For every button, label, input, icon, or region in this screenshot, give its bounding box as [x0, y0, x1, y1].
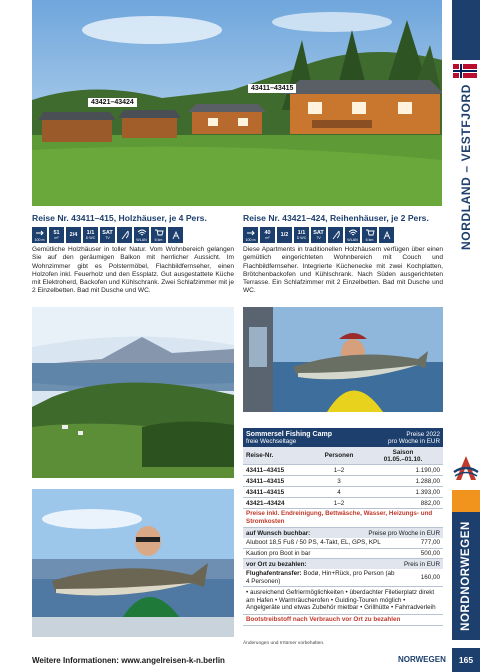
price-year: Preise 2022: [406, 430, 440, 438]
offer-b-description: Diese Apartments in traditionellen Holzhäusern verfügen über einen gemütlich eingerichteten Wohnbereich mit Couch und Flachbildfernseher. Integrierte Küchenecke mit zwei Kochplatten, Brötchenbackofen und Kühlschrank. Nach Süden ausgerichteten Terrasse. Ein Schlafzimmer mit 2 Einzelbetten. Bad mit Dusche und WC.: [243, 246, 443, 295]
offer-b-heading: Reise Nr. 43421–424, Reihenhäuser, je 2 Pers.: [243, 213, 429, 223]
included-note: Preise inkl. Endreinigung, Bettwäsche, Wasser, Heizungs- und Stromkosten: [243, 509, 443, 528]
region-label-top: NORDLAND – VESTFJORD: [459, 83, 473, 251]
boat-row: Aluboot 18,5 Fuß / 50 PS, 4-Takt, EL, GPS, KPL 777,00: [243, 538, 443, 549]
price-cell-persons: 1–2: [315, 465, 363, 476]
houses-photo: [32, 0, 442, 206]
area-icon: 40 m²: [260, 227, 275, 243]
disclaimer: Änderungen und Irrtümer vorbehalten.: [243, 641, 325, 646]
price-cell-persons: 3: [315, 476, 363, 487]
side-band-top: [452, 0, 480, 60]
pets-icon: [168, 227, 183, 243]
offer-a-icon-row: [32, 227, 183, 243]
price-row: [243, 498, 443, 509]
col-season: Saison 01.05.–01.10.: [363, 447, 443, 465]
price-table-title-row: [243, 428, 443, 447]
side-band-accent: [452, 490, 480, 512]
shop-icon: 6 km: [362, 227, 377, 243]
bath-icon: 1/1 D WC: [294, 227, 309, 243]
footer-info: Weitere Informationen: www.angelreisen-k-n.berlin: [32, 656, 225, 665]
price-cell-nr: 43411–43415: [243, 487, 315, 498]
persons-icon: 2/4: [66, 227, 81, 243]
price-cell-price: 1.393,00: [363, 487, 443, 498]
transfer-row: Flughafentransfer: Bodø, Hin+Rück, pro Person (ab 4 Personen) 160,00: [243, 569, 443, 587]
price-cell-price: 1.190,00: [363, 465, 443, 476]
norway-flag-icon: [453, 64, 477, 78]
fisher-photo-right: [243, 307, 443, 412]
footer-country: NORWEGEN: [398, 655, 446, 664]
price-row: [243, 476, 443, 487]
bath-icon: 1/1 D WC: [83, 227, 98, 243]
local-section-head: vor Ort zu bezahlen: Preis in EUR: [243, 559, 443, 569]
price-cell-persons: 4: [315, 487, 363, 498]
price-table: [243, 428, 443, 626]
price-cell-persons: 1–2: [315, 498, 363, 509]
publisher-logo-icon: [452, 454, 480, 484]
pets-icon: [379, 227, 394, 243]
wlan-icon: WLAN: [345, 227, 360, 243]
col-trip-number: Reise-Nr.: [243, 447, 315, 465]
deposit-row: Kaution pro Boot in bar 500,00: [243, 549, 443, 560]
price-cell-price: 882,00: [363, 498, 443, 509]
price-row: [243, 487, 443, 498]
change-days: freie Wechseltage: [246, 437, 297, 445]
sat-tv-icon: SAT TV: [311, 227, 326, 243]
sat-tv-icon: SAT TV: [100, 227, 115, 243]
photo-tag-left: 43421–43424: [88, 98, 137, 107]
wlan-icon: WLAN: [134, 227, 149, 243]
price-unit: pro Woche in EUR: [387, 437, 440, 445]
fisher-photo-left: [32, 489, 234, 637]
area-icon: 51 m²: [49, 227, 64, 243]
col-persons: Personen: [315, 447, 363, 465]
price-cell-nr: 43421–43424: [243, 498, 315, 509]
region-label-bottom: NORDNORWEGEN: [460, 521, 472, 631]
landscape-photo: [32, 307, 234, 478]
boat-distance-icon: 100 m: [243, 227, 258, 243]
fuel-note: Bootstreibstoff nach Verbrauch vor Ort zu bezahlen: [243, 615, 443, 626]
offer-b-icon-row: [243, 227, 394, 243]
price-cell-nr: 43411–43415: [243, 465, 315, 476]
price-cell-price: 1.288,00: [363, 476, 443, 487]
camp-name: Sommersel Fishing Camp: [246, 430, 332, 438]
offer-a-description: Gemütliche Holzhäuser in toller Natur. Vom Wohnbereich gelangen Sie auf den geräumigen Balkon mit herrlicher Aussicht. Im Wohnzimmer gibt es Polstermöbel, Flachbildfernseher, einen Holzofen inkl. Feuerholz und den Essplatz. Gut ausgestattete Küche mit Elektroherd, Backofen und Kühlschrank. Zwei Schlafzimmer mit je 2 Einzelbetten. Bad mit Dusche und WC.: [32, 246, 234, 295]
persons-icon: 1/2: [277, 227, 292, 243]
offer-a-heading: Reise Nr. 43411–415, Holzhäuser, je 4 Pers.: [32, 213, 207, 223]
photo-tag-right: 43411–43415: [248, 84, 296, 93]
price-cell-nr: 43411–43415: [243, 476, 315, 487]
shop-icon: 6 km: [151, 227, 166, 243]
price-row: [243, 465, 443, 476]
page-number: 165: [452, 648, 480, 672]
fishing-icon: [328, 227, 343, 243]
amenities-list: • ausreichend Gefriermöglichkeiten • überdachter Filetierplatz direkt am Hafen • Warmräucherofen • Guiding-Touren möglich • Angelgeräte und etwas Zubehör mietbar • Grillhütte • Fahrradverleih: [243, 587, 443, 615]
boat-distance-icon: 100 m: [32, 227, 47, 243]
fishing-icon: [117, 227, 132, 243]
request-section-head: auf Wunsch buchbar: Preise pro Woche in EUR: [243, 528, 443, 538]
price-table-header: [243, 447, 443, 465]
